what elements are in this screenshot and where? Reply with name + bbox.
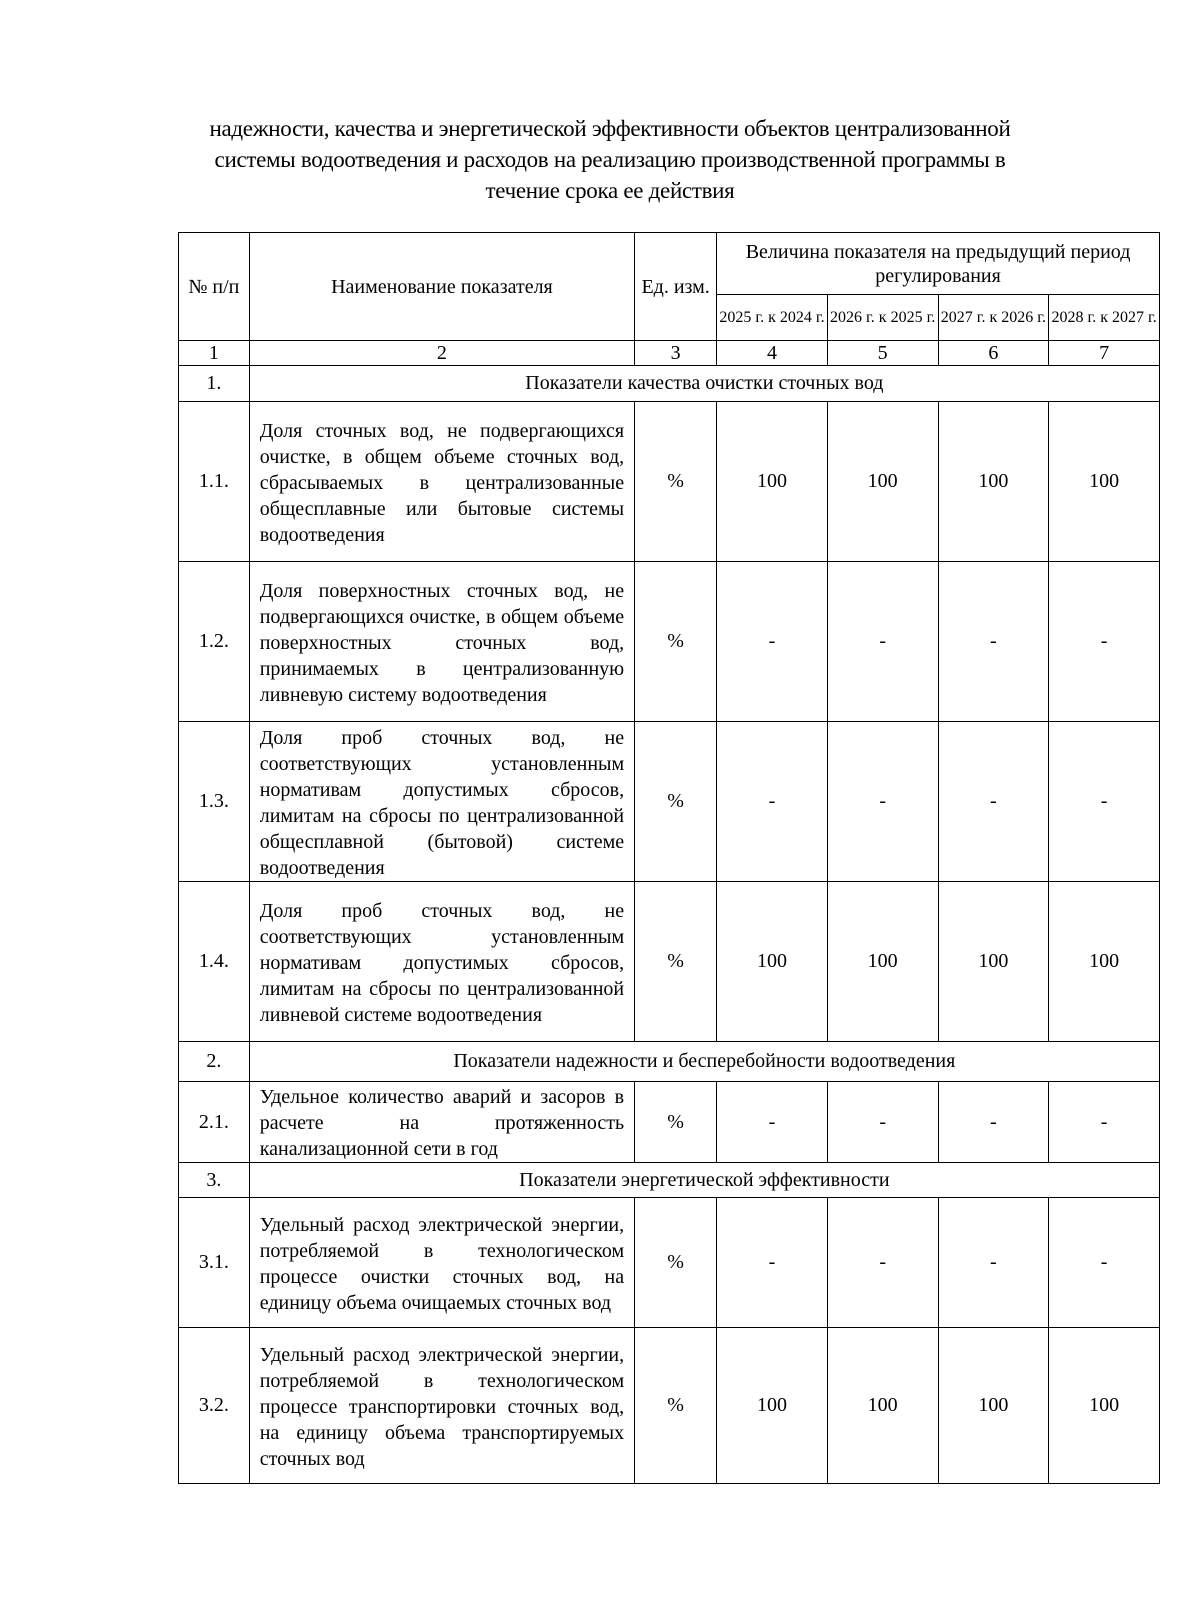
section-number: 1. xyxy=(179,366,250,402)
row-number: 3.2. xyxy=(179,1328,250,1484)
value-cell: 100 xyxy=(827,1328,938,1484)
column-number: 3 xyxy=(635,341,717,366)
indicator-name: Доля проб сточных вод, не соответствующих установленным нормативам допустимых сбросов, лимитам на сбросы по централизованной ливневой системе водоотведения xyxy=(249,882,634,1042)
value-cell: 100 xyxy=(827,882,938,1042)
value-cell: 100 xyxy=(717,882,828,1042)
column-number: 6 xyxy=(938,341,1049,366)
header-unit: Ед. изм. xyxy=(635,233,717,341)
table-row xyxy=(179,882,1160,1042)
unit-cell: % xyxy=(635,1082,717,1163)
section-row xyxy=(179,1042,1160,1082)
column-numbers-row xyxy=(179,341,1160,366)
document-title xyxy=(180,113,1040,206)
row-number: 2.1. xyxy=(179,1082,250,1163)
table-row xyxy=(179,1082,1160,1163)
unit-cell: % xyxy=(635,402,717,562)
indicators-table xyxy=(178,232,1160,1484)
value-cell: - xyxy=(938,562,1049,722)
section-title: Показатели качества очистки сточных вод xyxy=(249,366,1159,402)
header-no: № п/п xyxy=(179,233,250,341)
value-cell: 100 xyxy=(717,1328,828,1484)
section-number: 2. xyxy=(179,1042,250,1082)
table-row xyxy=(179,402,1160,562)
value-cell: - xyxy=(717,1198,828,1328)
table-row xyxy=(179,1198,1160,1328)
indicator-name: Удельное количество аварий и засоров в расчете на протяженность канализационной сети в год xyxy=(249,1082,634,1163)
table-row xyxy=(179,1328,1160,1484)
column-number: 1 xyxy=(179,341,250,366)
value-cell: - xyxy=(1049,722,1160,882)
unit-cell: % xyxy=(635,722,717,882)
value-cell: 100 xyxy=(1049,882,1160,1042)
row-number: 3.1. xyxy=(179,1198,250,1328)
table-row xyxy=(179,722,1160,882)
indicator-name: Доля поверхностных сточных вод, не подвергающихся очистке, в общем объеме поверхностных сточных вод, принимаемых в централизованную ливневую систему водоотведения xyxy=(249,562,634,722)
unit-cell: % xyxy=(635,1328,717,1484)
value-cell: 100 xyxy=(1049,402,1160,562)
title-line-1: надежности, качества и энергетической эффективности объектов централизованной xyxy=(209,116,1011,141)
value-cell: - xyxy=(1049,1082,1160,1163)
value-cell: - xyxy=(1049,1198,1160,1328)
indicator-name: Доля проб сточных вод, не соответствующих установленным нормативам допустимых сбросов, лимитам на сбросы по централизованной общесплавной (бытовой) системе водоотведения xyxy=(249,722,634,882)
header-group: Величина показателя на предыдущий период регулирования xyxy=(717,233,1160,295)
column-number: 4 xyxy=(717,341,828,366)
value-cell: 100 xyxy=(1049,1328,1160,1484)
indicator-name: Удельный расход электрической энергии, потребляемой в технологическом процессе транспортировки сточных вод, на единицу объема транспортируемых сточных вод xyxy=(249,1328,634,1484)
title-line-2: системы водоотведения и расходов на реализацию производственной программы в xyxy=(214,147,1006,172)
value-cell: - xyxy=(717,722,828,882)
header-period: 2025 г. к 2024 г. xyxy=(717,295,828,341)
header-period: 2026 г. к 2025 г. xyxy=(827,295,938,341)
unit-cell: % xyxy=(635,1198,717,1328)
value-cell: - xyxy=(938,1198,1049,1328)
value-cell: - xyxy=(1049,562,1160,722)
value-cell: - xyxy=(717,1082,828,1163)
header-period: 2028 г. к 2027 г. xyxy=(1049,295,1160,341)
column-number: 5 xyxy=(827,341,938,366)
column-number: 2 xyxy=(249,341,634,366)
table-row xyxy=(179,562,1160,722)
value-cell: - xyxy=(717,562,828,722)
section-row xyxy=(179,366,1160,402)
header-name: Наименование показателя xyxy=(249,233,634,341)
row-number: 1.2. xyxy=(179,562,250,722)
value-cell: - xyxy=(827,562,938,722)
title-line-3: течение срока ее действия xyxy=(485,178,735,203)
value-cell: 100 xyxy=(717,402,828,562)
section-number: 3. xyxy=(179,1163,250,1198)
value-cell: - xyxy=(827,1082,938,1163)
value-cell: 100 xyxy=(938,1328,1049,1484)
value-cell: 100 xyxy=(827,402,938,562)
value-cell: - xyxy=(938,1082,1049,1163)
header-period: 2027 г. к 2026 г. xyxy=(938,295,1049,341)
value-cell: 100 xyxy=(938,402,1049,562)
unit-cell: % xyxy=(635,562,717,722)
value-cell: - xyxy=(827,1198,938,1328)
section-title: Показатели энергетической эффективности xyxy=(249,1163,1159,1198)
section-row xyxy=(179,1163,1160,1198)
section-title: Показатели надежности и бесперебойности водоотведения xyxy=(249,1042,1159,1082)
row-number: 1.1. xyxy=(179,402,250,562)
column-number: 7 xyxy=(1049,341,1160,366)
row-number: 1.4. xyxy=(179,882,250,1042)
indicator-name: Удельный расход электрической энергии, потребляемой в технологическом процессе очистки сточных вод, на единицу объема очищаемых сточных вод xyxy=(249,1198,634,1328)
indicator-name: Доля сточных вод, не подвергающихся очистке, в общем объеме сточных вод, сбрасываемых в централизованные общесплавные или бытовые системы водоотведения xyxy=(249,402,634,562)
value-cell: 100 xyxy=(938,882,1049,1042)
value-cell: - xyxy=(827,722,938,882)
row-number: 1.3. xyxy=(179,722,250,882)
unit-cell: % xyxy=(635,882,717,1042)
value-cell: - xyxy=(938,722,1049,882)
